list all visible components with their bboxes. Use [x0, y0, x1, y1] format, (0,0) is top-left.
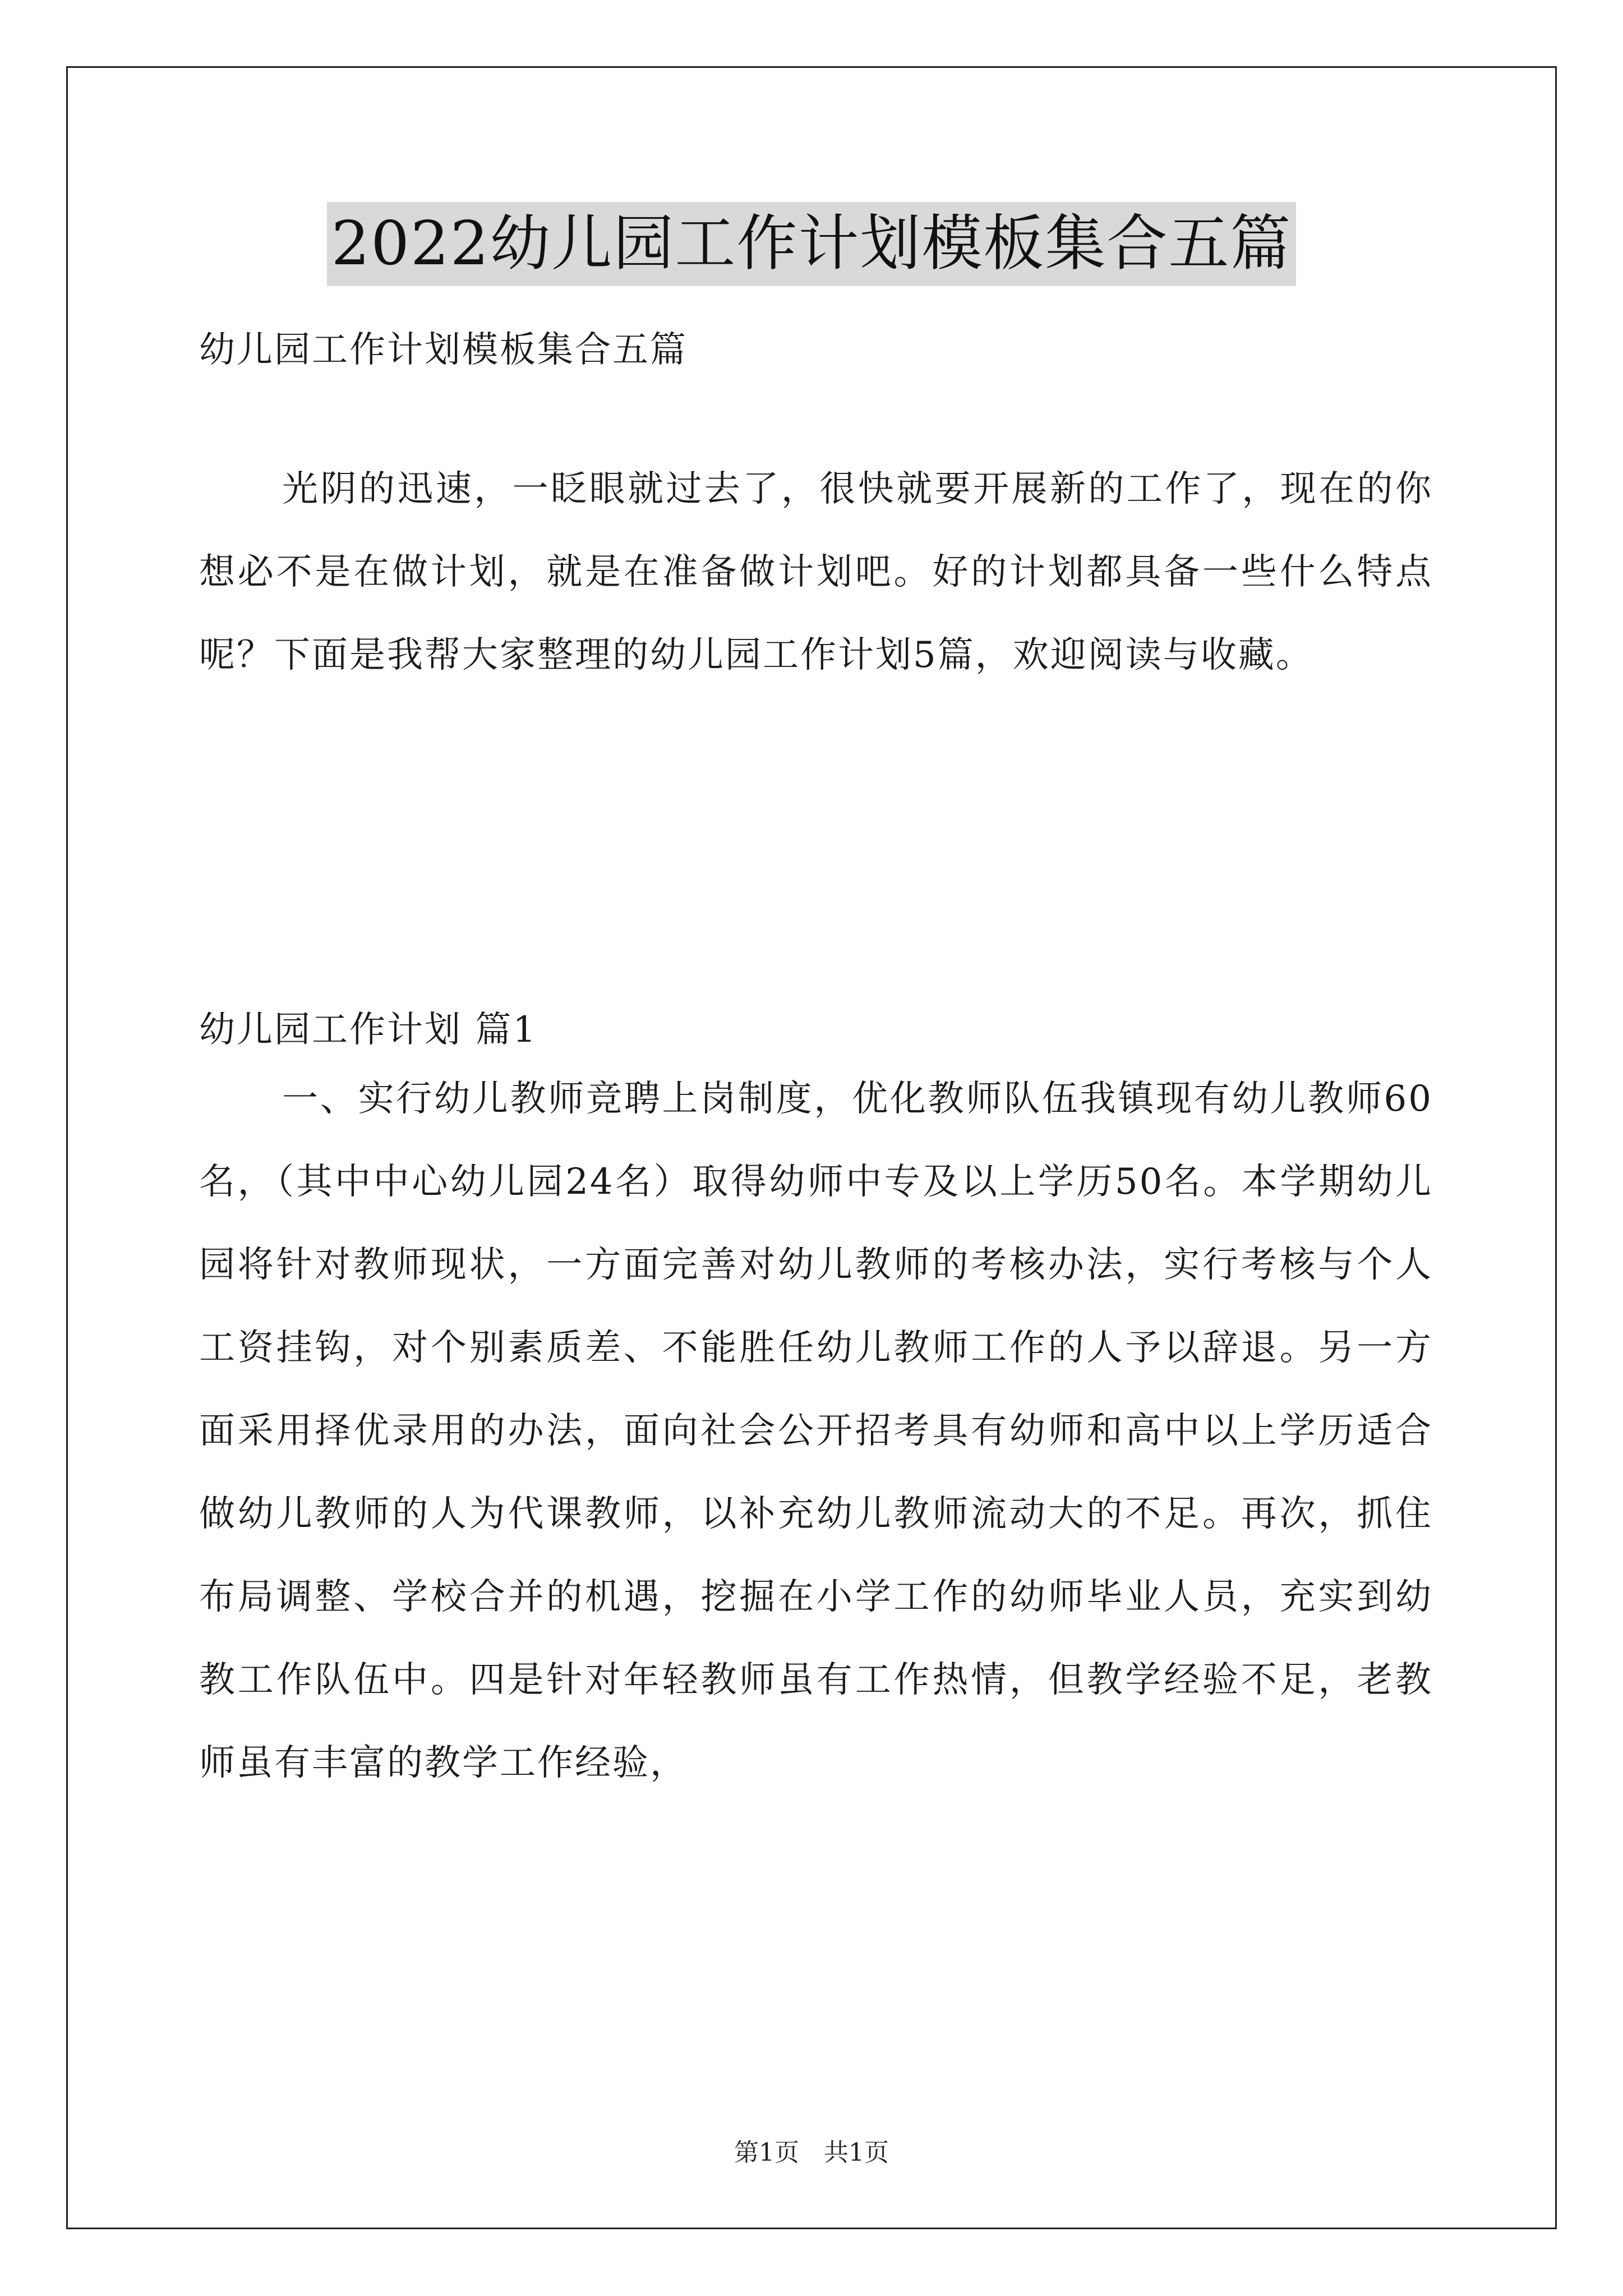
title-container — [0, 202, 1623, 286]
section-paragraph: 一、实行幼儿教师竞聘上岗制度，优化教师队伍我镇现有幼儿教师60名，（其中中心幼儿园24名）取得幼师中专及以上学历50名。本学期幼儿园将针对教师现状，一方面完善对幼儿教师的考核办法，实行考核与个人工资挂钩，对个别素质差、不能胜任幼儿教师工作的人予以辞退。另一方面采用择优录用的办法，面向社会公开招考具有幼师和高中以上学历适合做幼儿教师的人为代课教师，以补充幼儿教师流动大的不足。再次，抓住布局调整、学校合并的机遇，挖掘在小学工作的幼师毕业人员，充实到幼教工作队伍中。四是针对年轻教师虽有工作热情，但教学经验不足，老教师虽有丰富的教学工作经验， — [199, 1078, 1433, 1784]
intro-paragraph: 光阴的迅速，一眨眼就过去了，很快就要开展新的工作了，现在的你想必不是在做计划，就是在准备做计划吧。好的计划都具备一些什么特点呢？下面是我帮大家整理的幼儿园工作计划5篇，欢迎阅读与收藏。 — [199, 468, 1433, 676]
section-heading: 幼儿园工作计划 篇1 — [199, 1009, 538, 1051]
page-footer: 第1页 共1页 — [734, 2138, 889, 2167]
document-subtitle: 幼儿园工作计划模板集合五篇 — [199, 329, 688, 371]
document-title: 2022幼儿园工作计划模板集合五篇 — [327, 202, 1297, 286]
